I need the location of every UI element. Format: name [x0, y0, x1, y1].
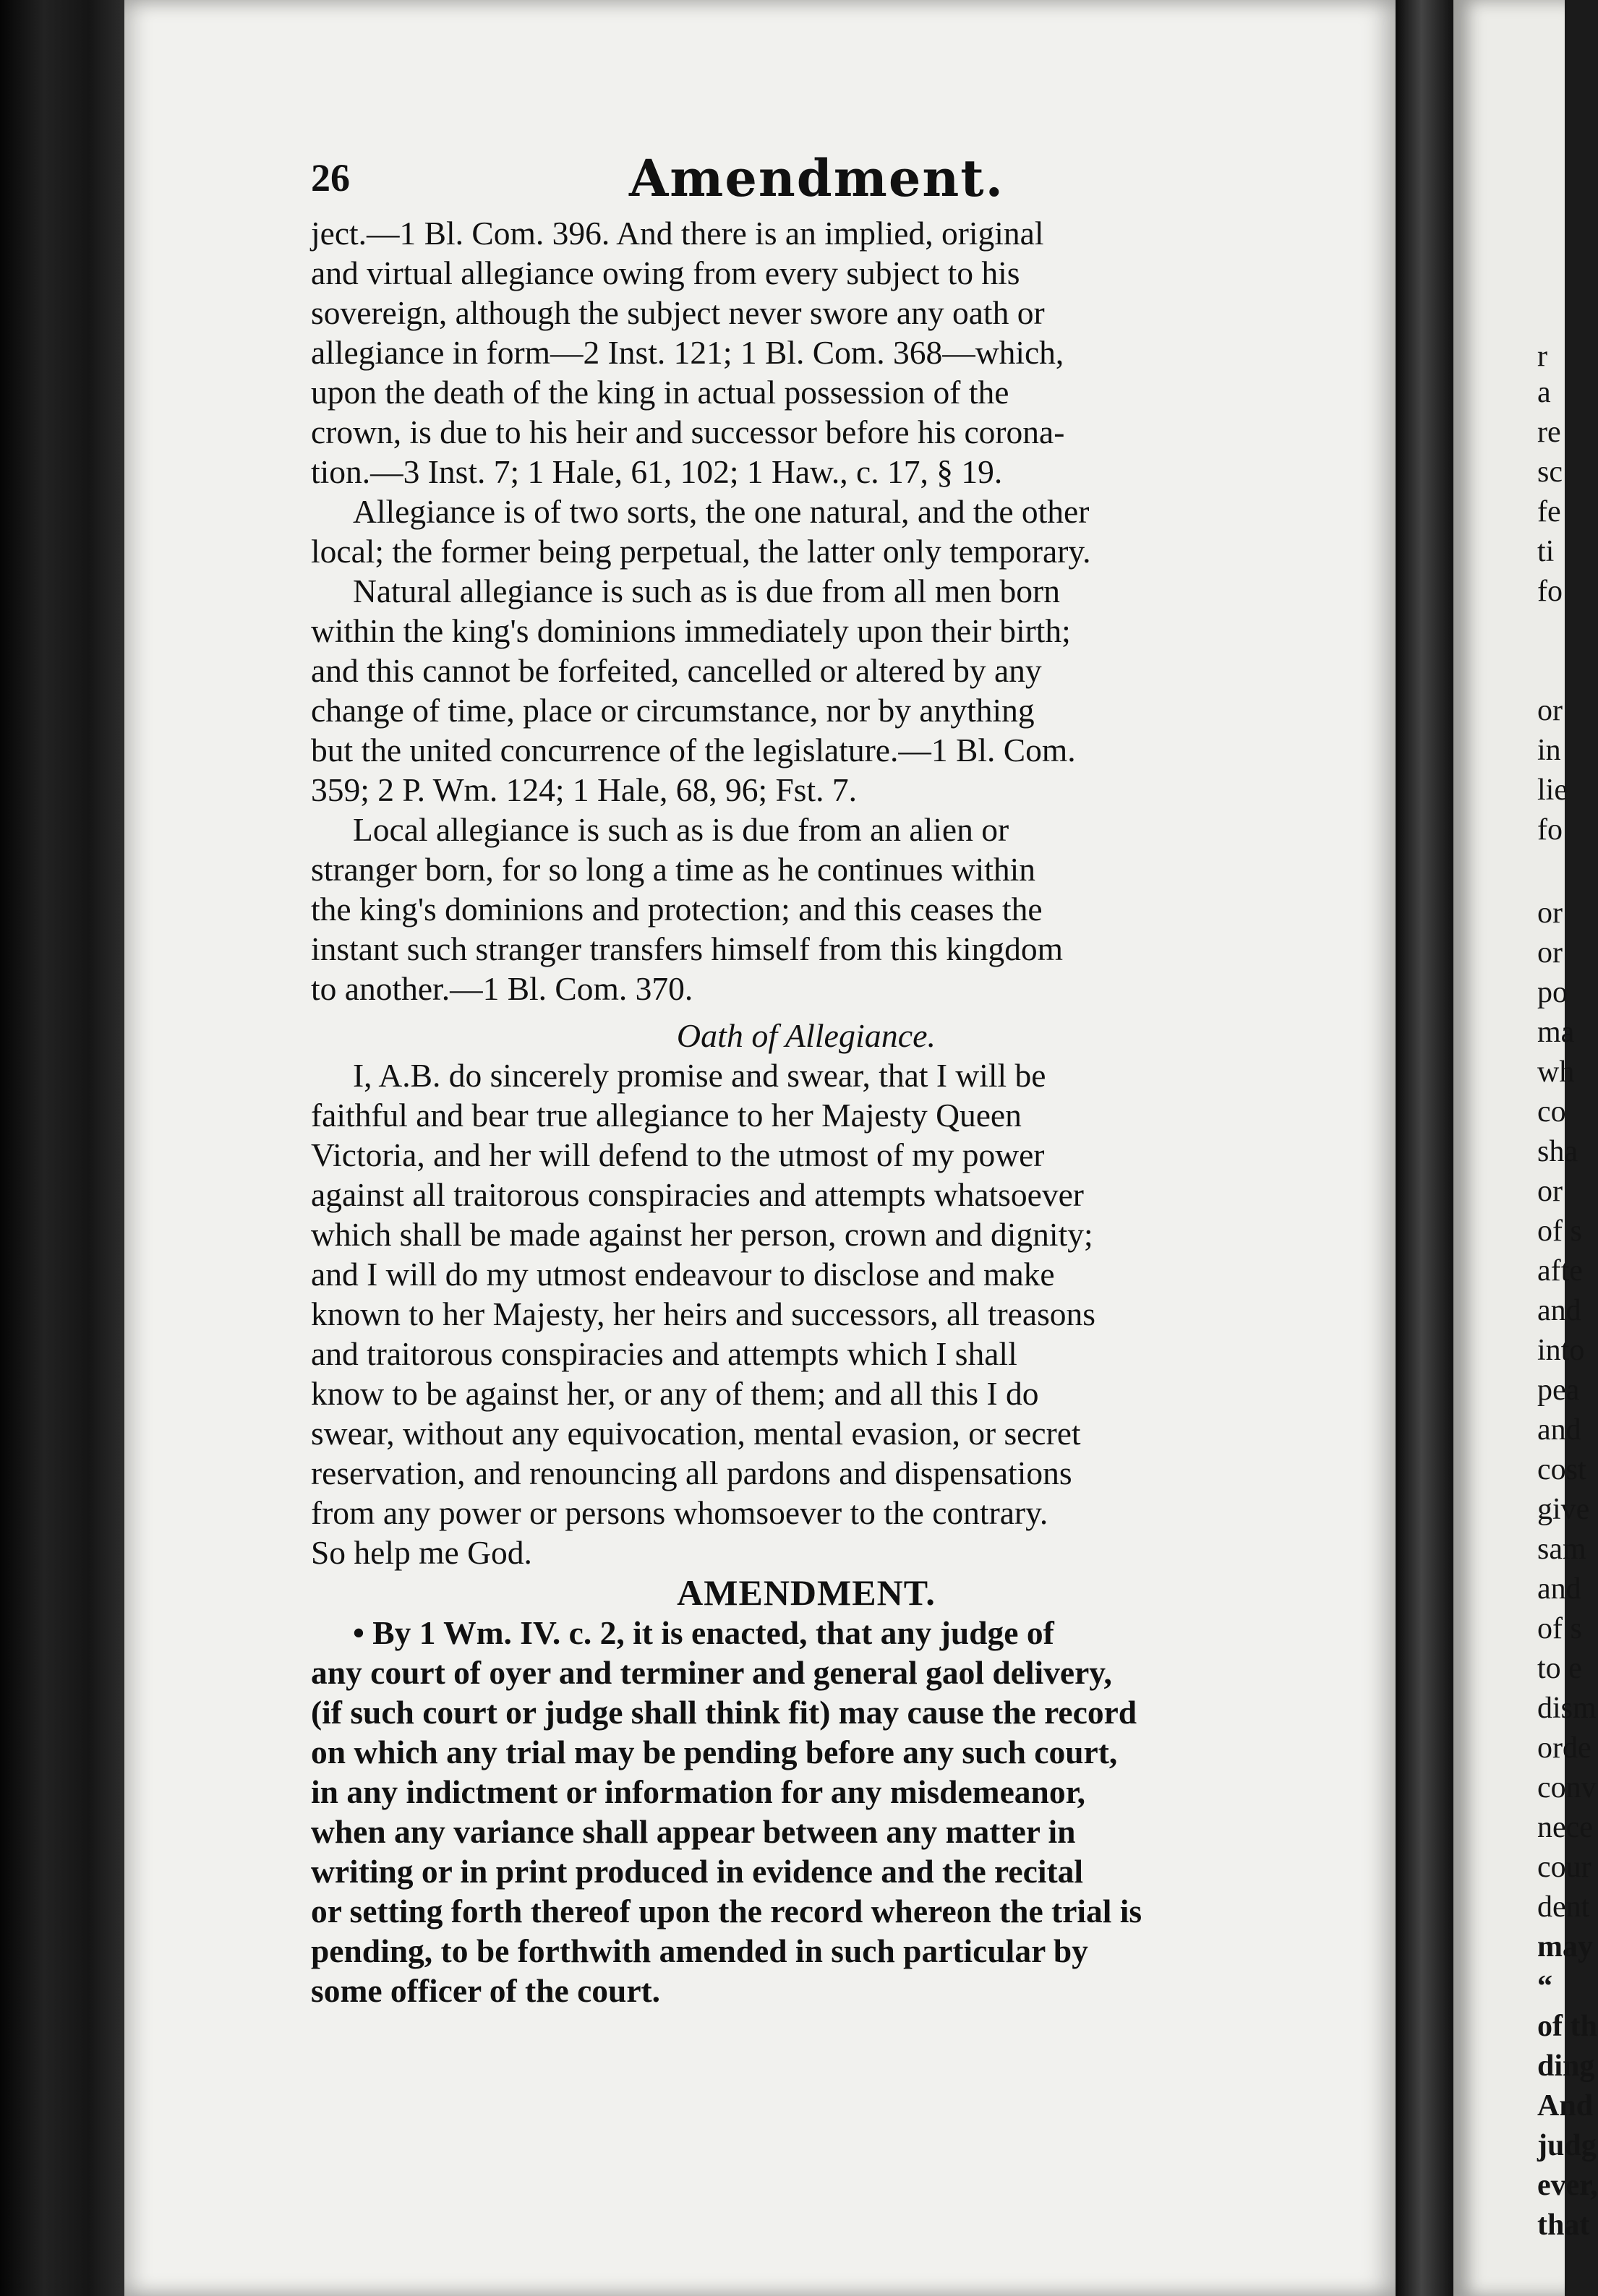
fragment-text: to e — [1537, 1652, 1582, 1685]
fragment-text: sc — [1537, 455, 1563, 489]
text-line: any court of oyer and terminer and general gaol delivery, — [311, 1654, 1112, 1691]
fragment-text: and — [1537, 1413, 1581, 1447]
fragment-text: orde — [1537, 1731, 1591, 1765]
paragraph-1 — [311, 213, 1302, 492]
text-line: Allegiance is of two sorts, the one natural, and the other — [353, 493, 1090, 530]
text-line: sovereign, although the subject never swore any oath or — [311, 294, 1045, 331]
text-line: to another.—1 Bl. Com. 370. — [311, 970, 693, 1007]
text-line: and traitorous conspiracies and attempts which I shall — [311, 1335, 1017, 1372]
page-number: 26 — [311, 156, 350, 200]
fragment-text: of s — [1537, 1215, 1582, 1248]
text-line: know to be against her, or any of them; and all this I do — [311, 1375, 1039, 1412]
fragment-text: lie — [1537, 774, 1568, 807]
fragment-text: may — [1537, 1930, 1593, 1963]
text-line: within the king's dominions immediately upon their birth; — [311, 612, 1071, 649]
fragment-text: co — [1537, 1095, 1566, 1128]
paragraph-4 — [311, 810, 1302, 1008]
text-line: and virtual allegiance owing from every subject to his — [311, 254, 1020, 291]
oath-text — [311, 1055, 1302, 1572]
text-line: tion.—3 Inst. 7; 1 Hale, 61, 102; 1 Haw., c. 17, § 19. — [311, 453, 1003, 490]
page-header — [311, 148, 1302, 213]
adjacent-page-fragment — [1453, 0, 1598, 2296]
text-line: So help me God. — [311, 1534, 532, 1571]
text-line: allegiance in form—2 Inst. 121; 1 Bl. Com. 368—which, — [311, 334, 1064, 371]
fragment-text: sam — [1537, 1533, 1586, 1566]
fragment-text: dism — [1537, 1692, 1597, 1725]
text-line: crown, is due to his heir and successor before his corona- — [311, 414, 1065, 450]
fragment-text: or — [1537, 936, 1563, 969]
fragment-text: fe — [1537, 495, 1561, 528]
running-title: Amendment. — [629, 148, 1004, 208]
fragment-text: of s — [1537, 1612, 1582, 1645]
text-line: instant such stranger transfers himself from this kingdom — [311, 930, 1063, 967]
fragment-text: r — [1537, 340, 1547, 373]
fragment-text: fo — [1537, 813, 1563, 847]
paragraph-2 — [311, 492, 1302, 571]
text-line: stranger born, for so long a time as he continues within — [311, 851, 1036, 888]
text-line: from any power or persons whomsoever to the contrary. — [311, 1494, 1048, 1531]
fragment-text: ti — [1537, 535, 1555, 568]
text-line: on which any trial may be pending before any such court, — [311, 1734, 1118, 1770]
section-heading: AMENDMENT. — [677, 1572, 936, 1613]
text-line: or setting forth thereof upon the record whereon the trial is — [311, 1893, 1142, 1929]
fragment-text: or — [1537, 694, 1563, 727]
section-heading: Oath of Allegiance. — [676, 1017, 936, 1054]
paragraph-3 — [311, 571, 1302, 810]
fragment-text: And — [1537, 2089, 1594, 2122]
text-line: • By 1 Wm. IV. c. 2, it is enacted, that any judge of — [353, 1614, 1054, 1651]
text-line: pending, to be forthwith amended in such particular by — [311, 1932, 1088, 1969]
text-line: writing or in print produced in evidence and the recital — [311, 1853, 1084, 1890]
text-line: local; the former being perpetual, the latter only temporary. — [311, 533, 1091, 570]
text-line: known to her Majesty, her heirs and successors, all treasons — [311, 1295, 1095, 1332]
fragment-text: po — [1537, 976, 1568, 1009]
text-line: but the united concurrence of the legislature.—1 Bl. Com. — [311, 732, 1076, 768]
text-line: in any indictment or information for any misdemeanor, — [311, 1773, 1085, 1810]
text-line: faithful and bear true allegiance to her Majesty Queen — [311, 1097, 1022, 1134]
text-line: (if such court or judge shall think fit) may cause the record — [311, 1694, 1137, 1731]
fragment-text: nece — [1537, 1811, 1593, 1844]
fragment-text: into — [1537, 1334, 1585, 1367]
text-line: against all traitorous conspiracies and attempts whatsoever — [311, 1176, 1084, 1213]
fragment-text: and — [1537, 1572, 1581, 1606]
fragment-text: ma — [1537, 1016, 1575, 1049]
text-line: when any variance shall appear between any matter in — [311, 1813, 1076, 1850]
left-book-edge — [0, 0, 127, 2296]
fragment-text: sha — [1537, 1135, 1578, 1168]
fragment-text: ever, — [1537, 2169, 1598, 2202]
text-line: and this cannot be forfeited, cancelled or altered by any — [311, 652, 1042, 689]
fragment-text: cour — [1537, 1851, 1591, 1884]
fragment-text: in — [1537, 734, 1561, 767]
fragment-text: and — [1537, 1294, 1581, 1327]
text-line: upon the death of the king in actual possession of the — [311, 374, 1009, 411]
fragment-text: a — [1537, 376, 1551, 409]
text-line: reservation, and renouncing all pardons and dispensations — [311, 1455, 1072, 1491]
fragment-text: fo — [1537, 575, 1563, 608]
text-line: Local allegiance is such as is due from an alien or — [353, 811, 1009, 848]
text-line: which shall be made against her person, crown and dignity; — [311, 1216, 1093, 1253]
text-line: ject.—1 Bl. Com. 396. And there is an implied, original — [311, 215, 1044, 252]
text-line: and I will do my utmost endeavour to disclose and make — [311, 1256, 1055, 1293]
fragment-text: wh — [1537, 1055, 1575, 1089]
fragment-text: re — [1537, 416, 1561, 449]
fragment-text: pea — [1537, 1374, 1580, 1407]
fragment-text: judg — [1537, 2129, 1597, 2162]
text-line: some officer of the court. — [311, 1972, 661, 2009]
amendment-text — [311, 1613, 1302, 2010]
fragment-text: “ — [1537, 1970, 1552, 2003]
text-line: I, A.B. do sincerely promise and swear, that I will be — [353, 1057, 1046, 1094]
fragment-text: or — [1537, 896, 1563, 930]
text-line: swear, without any equivocation, mental evasion, or secret — [311, 1415, 1081, 1452]
text-line: change of time, place or circumstance, nor by anything — [311, 692, 1035, 729]
page-content — [311, 148, 1302, 2010]
fragment-text: or — [1537, 1175, 1563, 1208]
text-line: Victoria, and her will defend to the utmost of my power — [311, 1136, 1045, 1173]
text-line: the king's dominions and protection; and this ceases the — [311, 891, 1043, 928]
fragment-text: ding — [1537, 2049, 1595, 2083]
fragment-text: cost — [1537, 1453, 1586, 1486]
text-line: Natural allegiance is such as is due from all men born — [353, 573, 1060, 609]
book-gutter — [1396, 0, 1453, 2296]
fragment-text: of th — [1537, 2010, 1597, 2043]
fragment-text: conv — [1537, 1771, 1597, 1804]
fragment-text: dent — [1537, 1890, 1590, 1924]
fragment-text: afte — [1537, 1254, 1583, 1288]
fragment-text: give — [1537, 1493, 1590, 1526]
fragment-text: that — [1537, 2209, 1590, 2242]
text-line: 359; 2 P. Wm. 124; 1 Hale, 68, 96; Fst. 7. — [311, 771, 857, 808]
